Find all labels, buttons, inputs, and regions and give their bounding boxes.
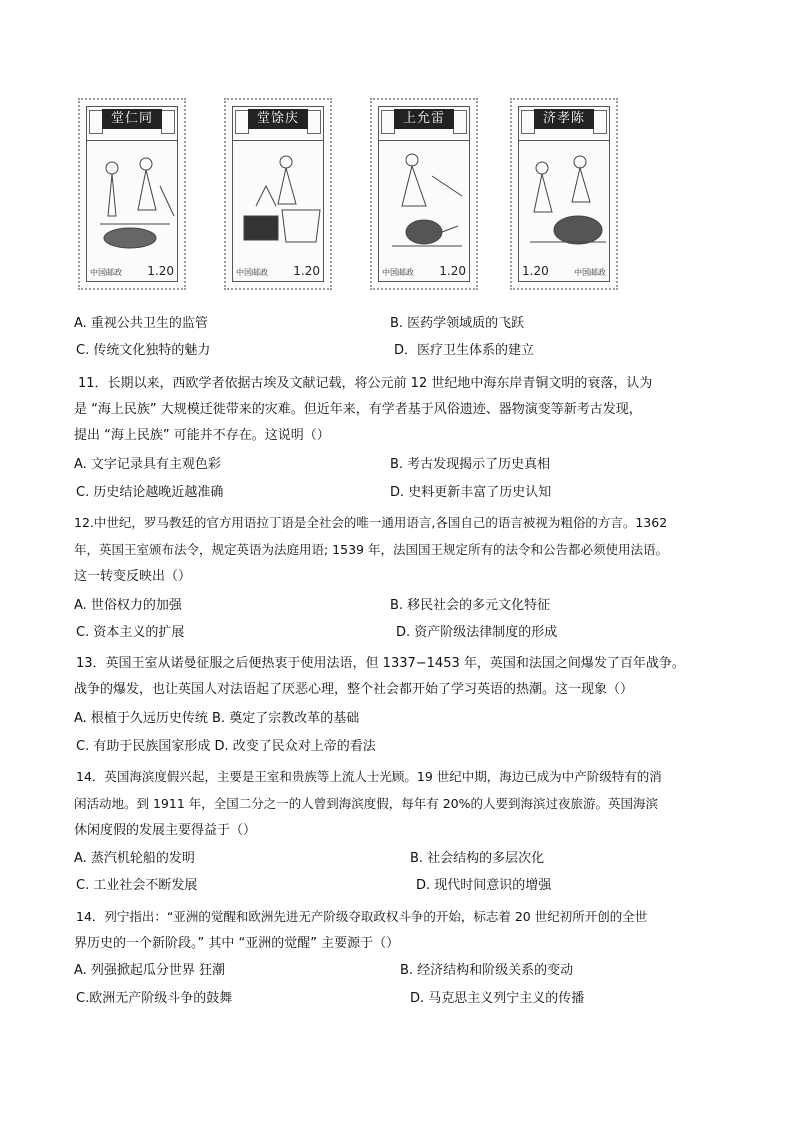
q12-stem-line-3: 这一转变反映出（） xyxy=(74,569,192,584)
q12-option-a: A. 世俗权力的加强 xyxy=(74,598,182,613)
stamp-images xyxy=(78,98,638,298)
q12-option-b: B. 移民社会的多元文化特征 xyxy=(390,598,551,613)
q14b-stem-line-1: 14．列宁指出：“亚洲的觉醒和欧洲先进无产阶级夺取政权斗争的开始，标志着 20 世纪初所开创的全世 xyxy=(76,909,648,924)
stamp-title: 堂仁同 xyxy=(102,109,162,129)
q14b-option-d: D. 马克思主义列宁主义的传播 xyxy=(410,991,585,1006)
stamp-4 xyxy=(510,98,618,290)
q11-option-b: B. 考古发现揭示了历史真相 xyxy=(390,457,551,472)
stamp-value: 1.20 xyxy=(293,264,320,278)
q13-options-cd: C. 有助于民族国家形成 D. 改变了民众对上帝的看法 xyxy=(76,739,376,754)
q14a-option-c: C. 工业社会不断发展 xyxy=(76,878,198,893)
q11-stem-line-2: 是 “海上民族” 大规模迁徙带来的灾难。但近年来，有学者基于风俗遗迹、器物演变等新考古发现， xyxy=(74,402,642,417)
q10-option-b: B. 医药学领域质的飞跃 xyxy=(390,316,525,331)
q14b-stem-line-2: 界历史的一个新阶段。” 其中 “亚洲的觉醒” 主要源于（） xyxy=(74,936,400,951)
q14a-option-d: D. 现代时间意识的增强 xyxy=(416,878,552,893)
stamp-post-text: 中国邮政 xyxy=(382,268,414,277)
stamp-value: 1.20 xyxy=(522,264,549,278)
stamp-1 xyxy=(78,98,186,290)
q14a-option-b: B. 社会结构的多层次化 xyxy=(410,851,545,866)
q13-stem-line-2: 战争的爆发，也让英国人对法语起了厌恶心理，整个社会都开始了学习英语的热潮。这一现象（） xyxy=(74,682,634,697)
stamp-value: 1.20 xyxy=(439,264,466,278)
q11-option-c: C. 历史结论越晚近越准确 xyxy=(76,485,224,500)
q14b-option-c: C.欧洲无产阶级斗争的鼓舞 xyxy=(76,991,233,1006)
stamp-value: 1.20 xyxy=(147,264,174,278)
q14a-stem-line-3: 休闲度假的发展主要得益于（） xyxy=(74,823,257,838)
stamp-3 xyxy=(370,98,478,290)
stamp-post-text: 中国邮政 xyxy=(90,268,122,277)
stamp-scene-illustration xyxy=(90,146,178,264)
stamp-post-text: 中国邮政 xyxy=(574,268,606,277)
stamp-scene-illustration xyxy=(236,146,324,264)
q13-options-ab: A. 根植于久远历史传统 B. 奠定了宗教改革的基础 xyxy=(74,711,360,726)
q14a-stem-line-2: 闲活动地。到 1911 年，全国二分之一的人曾到海滨度假，每年有 20%的人要到海滨过夜旅游。英国海滨 xyxy=(74,796,659,811)
q12-option-c: C. 资本主义的扩展 xyxy=(76,625,185,640)
stamp-title: 上允雷 xyxy=(394,109,454,129)
q13-stem-line-1: 13．英国王室从诺曼征服之后便热衷于使用法语，但 1337−1453 年，英国和法国之间爆发了百年战争。 xyxy=(76,656,685,671)
q14a-option-a: A. 蒸汽机轮船的发明 xyxy=(74,851,195,866)
q10-option-a: A. 重视公共卫生的监管 xyxy=(74,316,208,331)
q11-option-a: A. 文字记录具有主观色彩 xyxy=(74,457,221,472)
stamp-2 xyxy=(224,98,332,290)
q11-option-d: D. 史料更新丰富了历史认知 xyxy=(390,485,552,500)
stamp-scene-illustration xyxy=(522,146,610,264)
q14b-option-a: A. 列强掀起瓜分世界 狂潮 xyxy=(74,963,226,978)
stamp-post-text: 中国邮政 xyxy=(236,268,268,277)
q12-option-d: D. 资产阶级法律制度的形成 xyxy=(396,625,558,640)
q12-stem-line-2: 年，英国王室颁布法令，规定英语为法庭用语; 1539 年，法国国王规定所有的法令和公告都必须使用法语。 xyxy=(74,542,668,557)
q12-stem-line-1: 12.中世纪，罗马教廷的官方用语拉丁语是全社会的唯一通用语言,各国自己的语言被视为粗俗的方言。1362 xyxy=(74,515,668,530)
q14b-option-b: B. 经济结构和阶级关系的变动 xyxy=(400,963,574,978)
q10-option-c: C. 传统文化独特的魅力 xyxy=(76,343,211,358)
stamp-title: 济孝陈 xyxy=(534,109,594,129)
q11-stem-line-3: 提出 “海上民族” 可能并不存在。这说明（） xyxy=(74,428,330,443)
q11-stem-line-1: 11．长期以来，西欧学者依据古埃及文献记载，将公元前 12 世纪地中海东岸青铜文明的衰落，认为 xyxy=(78,376,653,391)
stamp-scene-illustration xyxy=(382,146,470,264)
q10-option-d: D．医疗卫生体系的建立 xyxy=(394,343,535,358)
stamp-title: 堂馀庆 xyxy=(248,109,308,129)
q14a-stem-line-1: 14．英国海滨度假兴起，主要是王室和贵族等上流人士光顾。19 世纪中期，海边已成为中产阶级特有的消 xyxy=(76,769,662,784)
